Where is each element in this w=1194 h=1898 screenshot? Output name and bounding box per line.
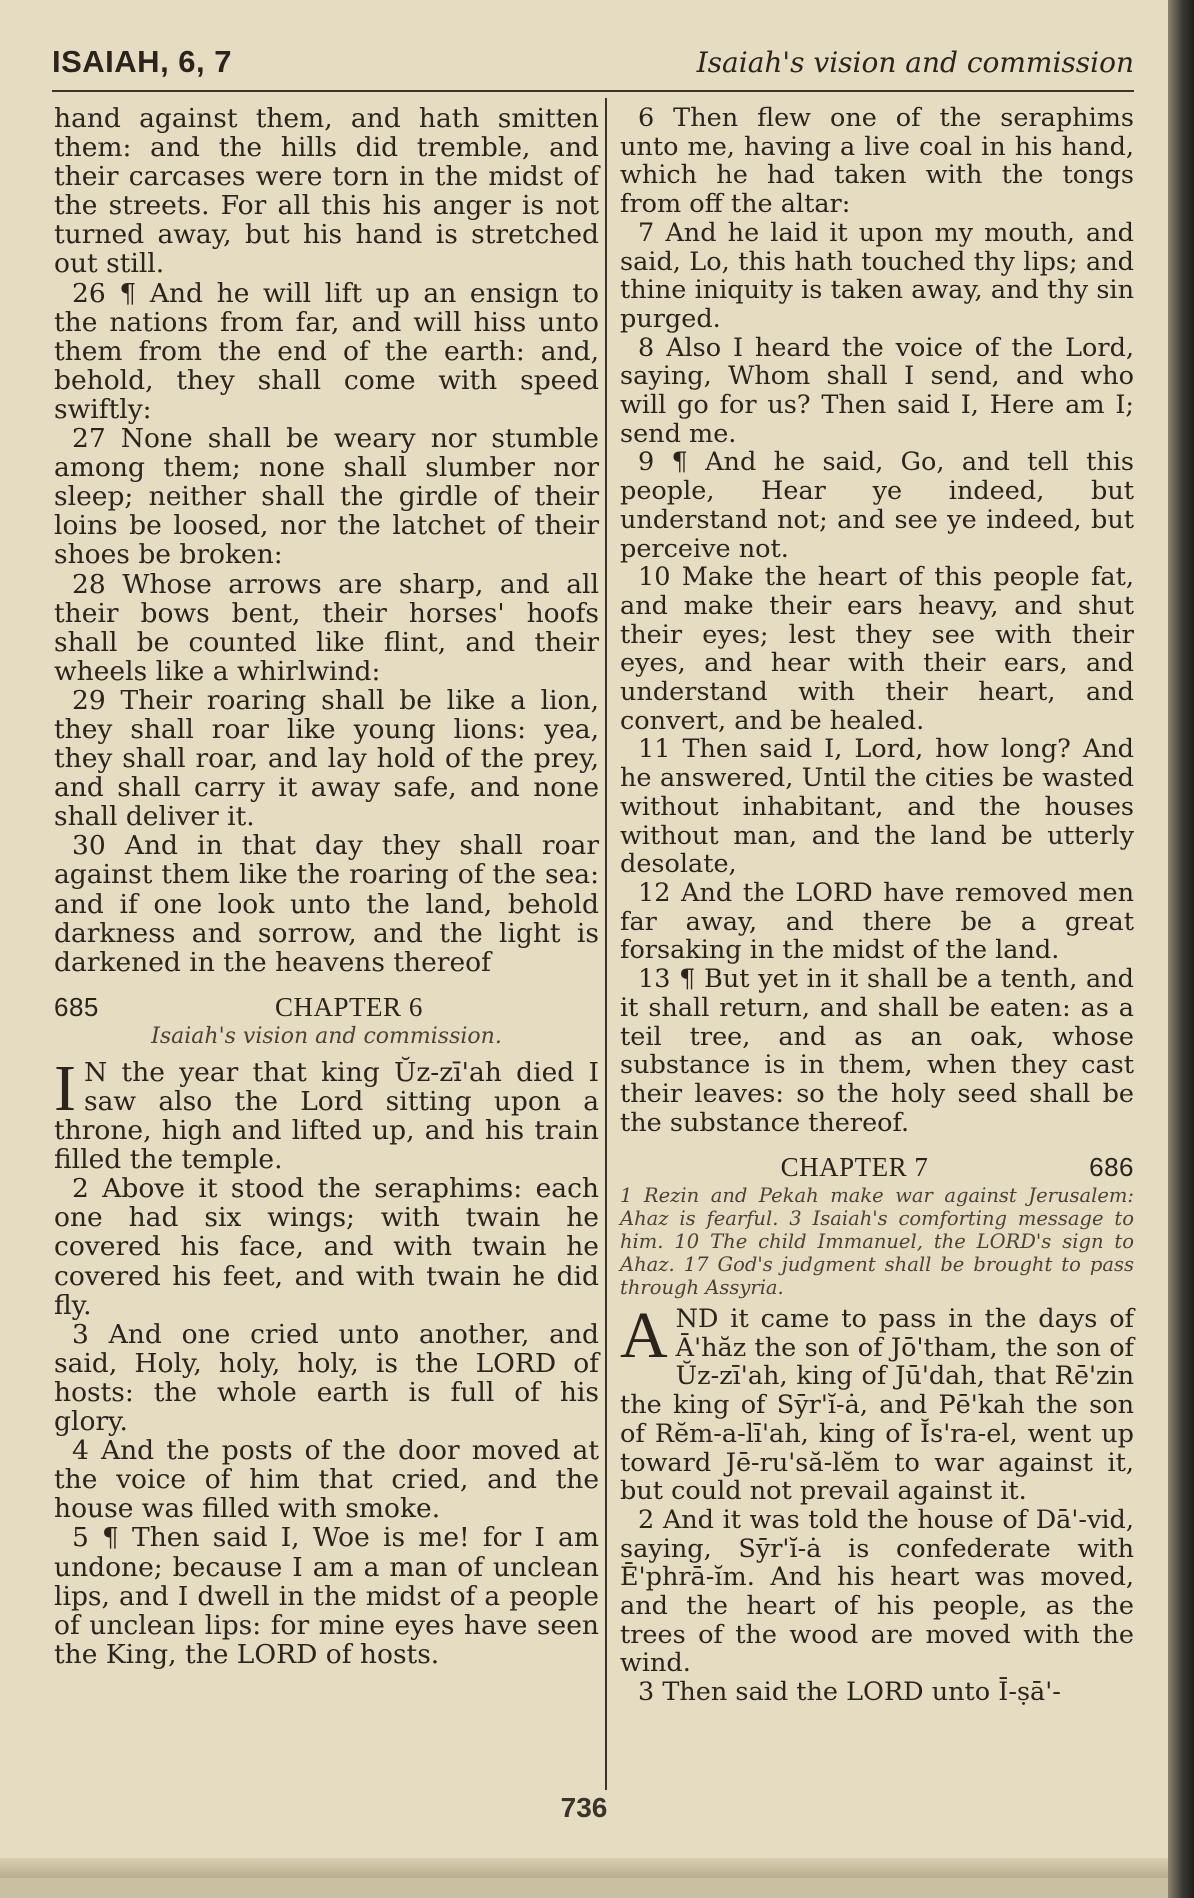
- chapter-ref-number: 686: [1089, 1152, 1134, 1183]
- verse-text: 11 Then said I, Lord, how long? And he answered, Until the cities be wasted without inhabitant, and the houses without man, and the land be utterly desolate,: [620, 734, 1134, 880]
- header-rule: [52, 90, 1134, 92]
- verse-text: 2 And it was told the house of Dā'-vid, saying, Sȳr'ĭ-ȧ is confederate with Ē'phrā-ĭm. And his heart was moved, and the heart of his people, as the trees of the wood are moved with the wind.: [620, 1504, 1134, 1679]
- page-number: 736: [560, 1792, 608, 1823]
- chapter-title: CHAPTER 7: [780, 1152, 929, 1183]
- header-topic: Isaiah's vision and commission: [696, 46, 1134, 79]
- column-divider: [605, 98, 607, 1790]
- chapter-title: CHAPTER 6: [275, 991, 423, 1022]
- verse-text: 28 Whose arrows are sharp, and all their bows bent, their horses' hoofs shall be counted like flint, and their wheels like a whirlwind:: [54, 568, 599, 687]
- verse-text: 26 ¶ And he will lift up an ensign to the nations from far, and will hiss unto them from the end of the earth: and, behold, they shall come with speed swiftly:: [54, 277, 599, 425]
- right-column: [620, 104, 1134, 1707]
- verse-text: 5 ¶ Then said I, Woe is me! for I am undone; because I am a man of unclean lips, and I dwell in the midst of a people of unclean lips: for mine eyes have seen the King, the LORD of hosts.: [54, 1522, 599, 1670]
- header-book-chapters: ISAIAH, 6, 7: [52, 44, 232, 79]
- verse-text: 10 Make the heart of this people fat, and make their ears heavy, and shut their eyes; lest they see with their eyes, and hear with their ears, and understand with their heart, and convert, and be healed.: [620, 562, 1134, 736]
- verse-text: 3 Then said the LORD unto Ī-ṣā'-: [638, 1677, 1061, 1708]
- book-spine-edge: [1168, 0, 1194, 1898]
- running-header: [52, 44, 1134, 90]
- chapter-7-heading: [620, 1153, 1134, 1182]
- verse-text: 2 Above it stood the seraphims: each one had six wings; with twain he covered his face, and with twain he covered his feet, and with twain he did fly.: [54, 1173, 599, 1321]
- verse-text: ND it came to pass in the days of Ā'hăz the son of Jō'tham, the son of Ŭz-zī'ah, king of Jū'dah, that Rē'zin the king of Sȳr'ĭ-ȧ, and Pē'kah the son of Rĕm-a-lī'ah, king of Ĭs'ra-el, went up toward Jē-ru'să-lĕm to war against it, but could not prevail against it.: [620, 1304, 1134, 1507]
- verse-text: 12 And the LORD have removed men far away, and there be a great forsaking in the midst of the land.: [620, 877, 1134, 966]
- drop-cap: A: [620, 1299, 668, 1373]
- chapter-summary: 1 Rezin and Pekah make war against Jerusalem: Ahaz is fearful. 3 Isaiah's comforting message to him. 10 The child Immanuel, the LORD's sign to Ahaz. 17 God's judgment shall be brought to pass through Assyria.: [620, 1184, 1134, 1300]
- verse-text: 6 Then flew one of the seraphims unto me, having a live coal in his hand, which he had taken with the tongs from off the altar:: [620, 103, 1134, 220]
- chapter-subtitle: Isaiah's vision and commission.: [151, 1023, 502, 1049]
- verse-text: 3 And one cried unto another, and said, Holy, holy, holy, is the LORD of hosts: the whole earth is full of his glory.: [54, 1318, 599, 1438]
- chapter-6-heading: [54, 993, 599, 1022]
- verse-text: 7 And he laid it upon my mouth, and said, Lo, this hath touched thy lips; and thine iniquity is taken away, and thy sin purged.: [620, 217, 1134, 334]
- verse-text: 4 And the posts of the door moved at the voice of him that cried, and the house was filled with smoke.: [54, 1435, 599, 1525]
- verse-text: hand against them, and hath smitten them: and the hills did tremble, and their carcases were torn in the midst of the streets. For all this his anger is not turned away, but his hand is stretched out still.: [54, 103, 599, 280]
- verse-text: 8 Also I heard the voice of the Lord, saying, Whom shall I send, and who will go for us? Then said I, Here am I; send me.: [620, 332, 1134, 449]
- chapter-7-verse-1: [620, 1299, 1134, 1507]
- verse-text: 9 ¶ And he said, Go, and tell this people, Hear ye indeed, but understand not; and see ye indeed, but perceive not.: [620, 447, 1134, 564]
- verse-text: 13 ¶ But yet in it shall be a tenth, and it shall return, and shall be eaten: as a teil tree, and as an oak, whose substance is in them, when they cast their leaves: so the holy seed shall be the substance thereof.: [620, 964, 1134, 1138]
- chapter-ref-number: 685: [54, 991, 99, 1022]
- drop-cap: I: [54, 1051, 76, 1125]
- left-column: [54, 104, 599, 1669]
- verse-text: 27 None shall be weary nor stumble among them; none shall slumber nor sleep; neither shall the girdle of their loins be loosed, nor the latchet of their shoes be broken:: [54, 423, 599, 571]
- chapter-6-verse-1: [54, 1051, 599, 1176]
- page-bottom-edge: [0, 1858, 1168, 1878]
- verse-text: N the year that king Ŭz-zī'ah died I saw also the Lord sitting upon a throne, high and lifted up, and his train filled the temple.: [54, 1056, 599, 1176]
- verse-text: 29 Their roaring shall be like a lion, they shall roar like young lions: yea, they shall roar, and lay hold of the prey, and shall carry it away safe, and none shall deliver it.: [54, 684, 599, 833]
- verse-text: 30 And in that day they shall roar against them like the roaring of the sea: and if one look unto the land, behold darkness and sorrow, and the light is darkened in the heavens thereof: [54, 830, 599, 978]
